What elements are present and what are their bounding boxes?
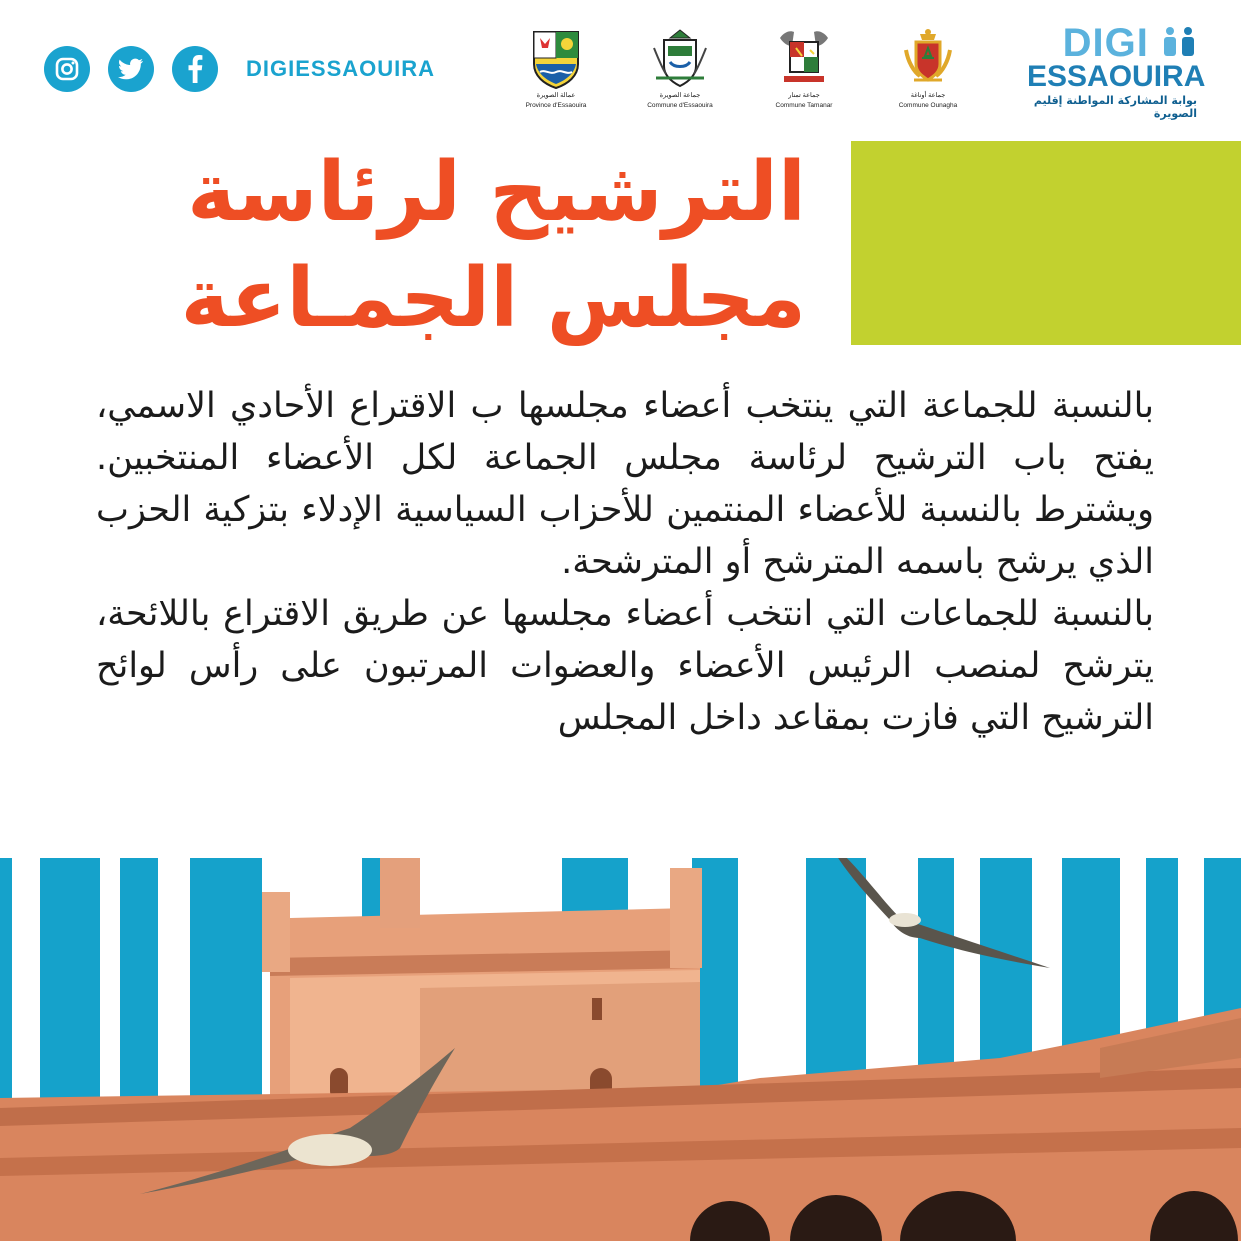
commune-ounagha-emblem-icon xyxy=(898,28,958,90)
social-handle[interactable]: DIGIESSAOUIRA xyxy=(246,56,436,81)
logo-caption-fr: Commune Ounagha xyxy=(898,102,958,109)
facebook-icon[interactable] xyxy=(172,46,218,92)
logo-caption-ar: جماعة أوناغة xyxy=(910,92,946,99)
partner-logos xyxy=(520,28,964,110)
logo-caption-fr: Commune d'Essaouira xyxy=(647,102,713,109)
digiessaouira-logo xyxy=(1027,21,1206,120)
commune-tamanar-logo xyxy=(768,28,840,110)
body-text xyxy=(96,380,1154,744)
commune-essaouira-emblem-icon xyxy=(650,28,710,90)
commune-ounagha-logo xyxy=(892,28,964,110)
logo-caption-ar: جماعة الصويرة xyxy=(659,92,701,99)
brand-tagline: بوابة المشاركة المواطنة إقليم الصويرة xyxy=(1033,94,1197,120)
brand-line1 xyxy=(1027,21,1197,65)
paragraph-1: بالنسبة للجماعة التي ينتخب أعضاء مجلسها ب الاقتراع الأحادي الاسمي، يفتح باب الترشيح لرئاسة مجلس الجماعة لكل الأعضاء المنتخبين. ويشترط بالنسبة للأعضاء المنتمين للأحزاب السياسية الإدلاء بتزكية الحزب الذي يرشح باسمه المترشح أو المترشحة. xyxy=(96,386,1154,582)
social-links xyxy=(44,46,435,92)
page-title xyxy=(96,140,806,352)
instagram-icon[interactable] xyxy=(44,46,90,92)
commune-tamanar-emblem-icon xyxy=(774,28,834,90)
essaouira-fortress-illustration xyxy=(0,858,1241,1241)
twitter-icon[interactable] xyxy=(108,46,154,92)
province-essaouira-logo xyxy=(520,28,592,110)
brand-people-icon xyxy=(1161,26,1197,56)
logo-caption-ar: جماعة تمنار xyxy=(788,92,820,99)
logo-caption-fr: Province d'Essaouira xyxy=(525,102,587,109)
commune-essaouira-logo xyxy=(644,28,716,110)
paragraph-2: بالنسبة للجماعات التي انتخب أعضاء مجلسها عن طريق الاقتراع باللائحة، يترشح لمنصب الرئيس الأعضاء والعضوات المرتبون على رأس لوائح الترشيح التي فازت بمقاعد داخل المجلس xyxy=(96,594,1154,738)
lime-accent-block xyxy=(851,141,1241,345)
brand-digi-text: DIGI xyxy=(1062,21,1149,65)
logo-caption-fr: Commune Tamanar xyxy=(775,102,833,109)
brand-line2: ESSAOUIRA xyxy=(1027,60,1206,93)
fortress-tower xyxy=(262,858,702,1128)
title-line-1: الترشيح لرئاسة xyxy=(187,145,806,240)
title-line-2: مجلس الجمـاعة xyxy=(180,251,806,346)
logo-caption-ar: عمالة الصويرة xyxy=(536,92,576,99)
province-emblem-icon xyxy=(526,28,586,90)
